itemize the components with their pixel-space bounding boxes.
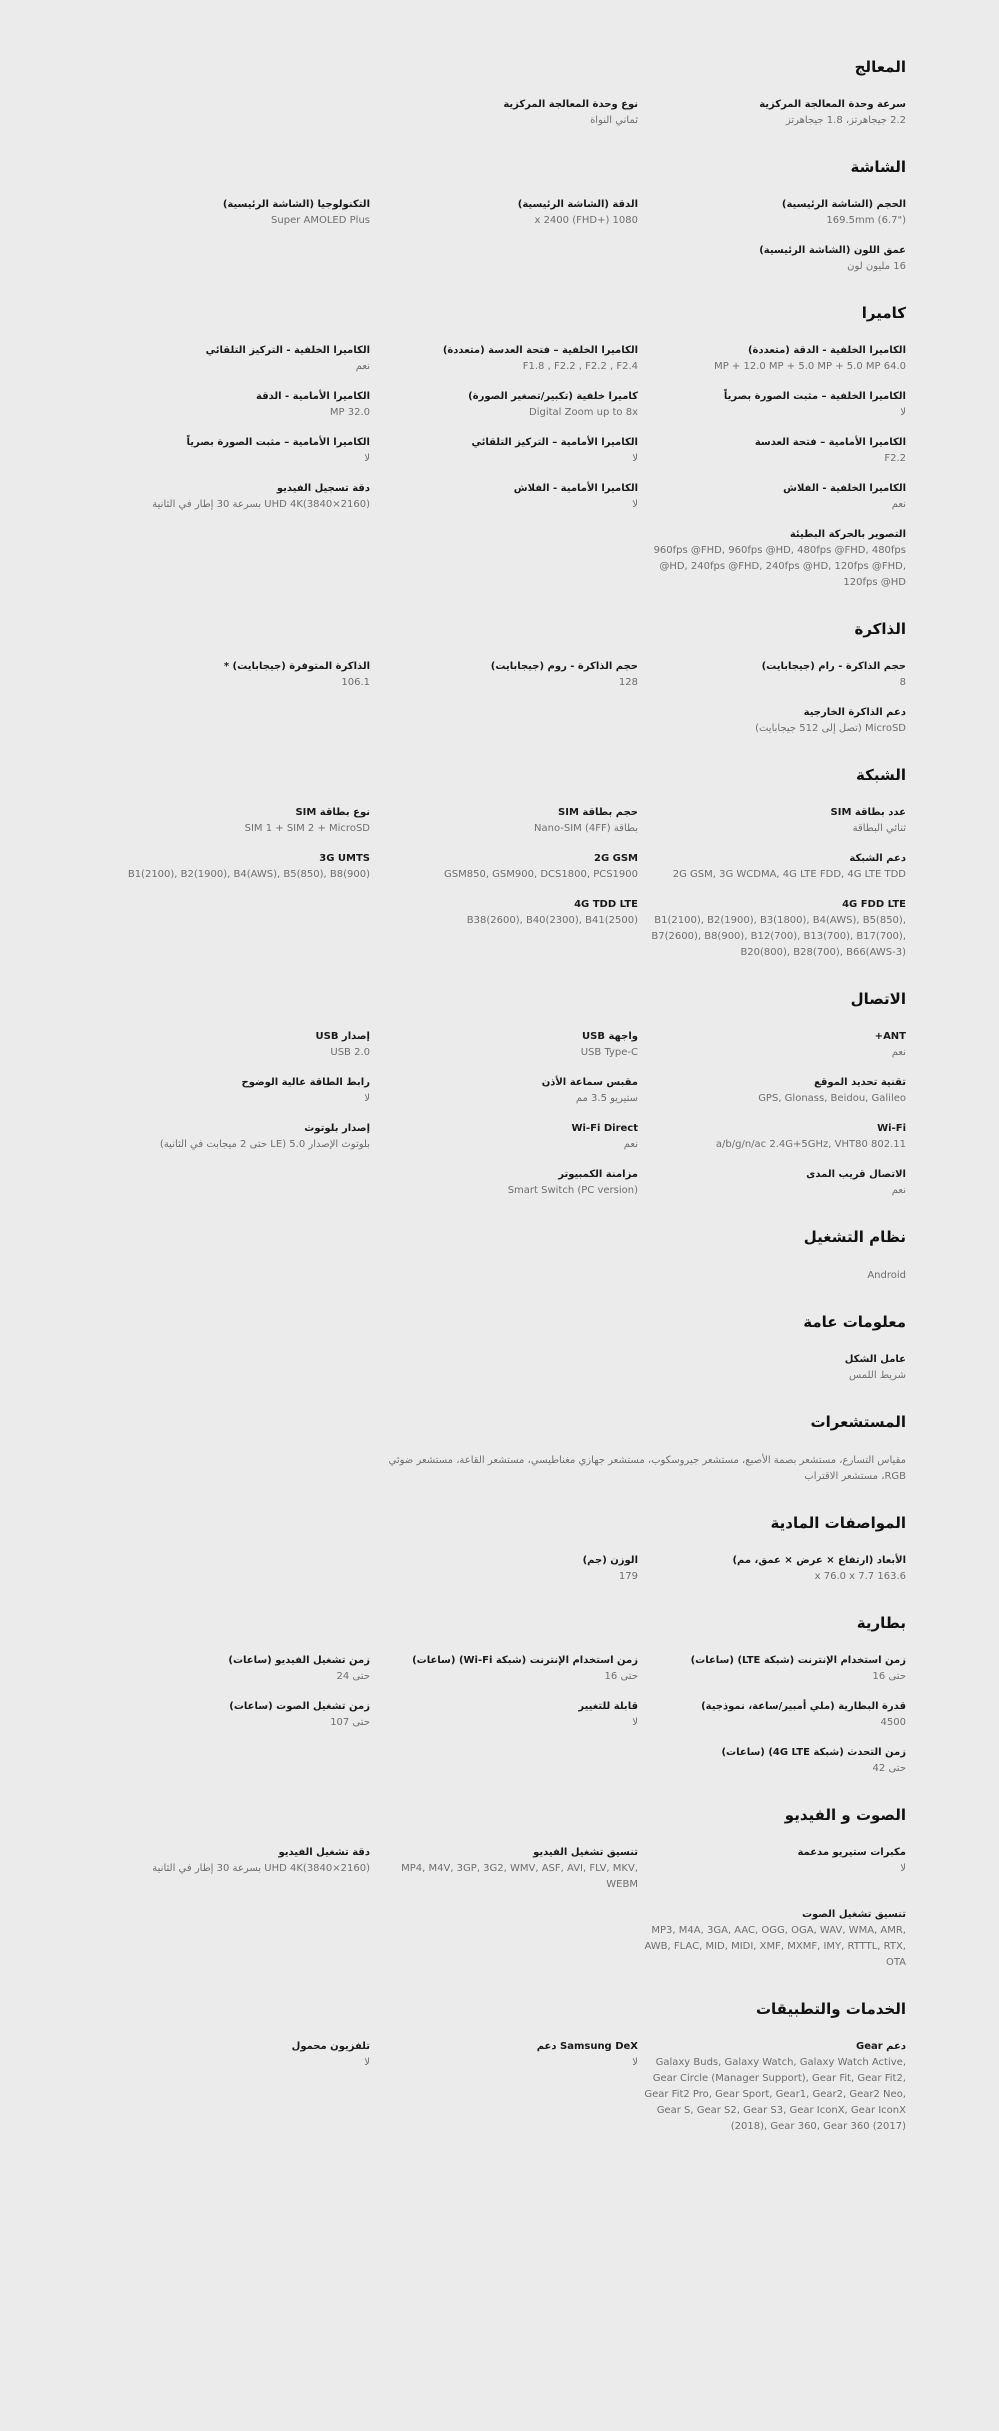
- spec-label: زمن تشغيل الفيديو (ساعات): [228, 1655, 370, 1666]
- spec-item: [370, 851, 638, 883]
- spec-label: الاتصال قريب المدى: [806, 1169, 906, 1180]
- spec-label: التكنولوجيا (الشاشة الرئيسية): [222, 199, 370, 210]
- spec-label: كاميرا خلفية (تكبير/تصغير الصورة): [468, 391, 638, 402]
- spec-item: [102, 851, 370, 883]
- spec-value: لا: [632, 2057, 638, 2068]
- spec-item: [370, 2039, 638, 2135]
- spec-section: [0, 1611, 906, 1777]
- spec-value: B38(2600), B40(2300), B41(2500): [466, 915, 638, 926]
- spec-item: [638, 389, 906, 421]
- spec-value: شريط اللمس: [848, 1370, 906, 1381]
- spec-value: F1.8 , F2.2 , F2.2 , F2.4: [522, 361, 638, 372]
- spec-value: Super AMOLED Plus: [271, 215, 370, 226]
- section-title: كاميرا: [861, 304, 906, 322]
- spec-item: [102, 389, 370, 421]
- spec-value: لا: [364, 1093, 370, 1104]
- spec-grid: [0, 1352, 906, 1384]
- spec-item: [370, 197, 638, 229]
- spec-item: [638, 243, 906, 275]
- spec-item: [638, 659, 906, 691]
- spec-value: 2G GSM, 3G WCDMA, 4G LTE FDD, 4G LTE TDD: [672, 869, 906, 880]
- spec-label: مقبس سماعة الأذن: [541, 1077, 638, 1088]
- spec-item: [102, 197, 370, 229]
- spec-item: [638, 705, 906, 737]
- spec-label: الكاميرا الخلفية - التركيز التلقائي: [205, 345, 370, 356]
- spec-value: 106.1: [341, 677, 370, 688]
- spec-label: نوع وحدة المعالجة المركزية: [503, 99, 638, 110]
- spec-section: [0, 301, 906, 591]
- spec-label: مزامنة الكمبيوتر: [558, 1169, 638, 1180]
- spec-label: Samsung DeX دعم: [536, 2041, 638, 2052]
- spec-label: التصوير بالحركة البطيئة: [789, 529, 906, 540]
- spec-label: الحجم (الشاشة الرئيسية): [781, 199, 906, 210]
- spec-item: [370, 1167, 638, 1199]
- spec-section: [0, 617, 906, 737]
- spec-value: SIM 1 + SIM 2 + MicroSD: [244, 823, 370, 834]
- spec-item: [370, 897, 638, 961]
- spec-value: MicroSD (تصل إلى 512 جيجابايت): [755, 723, 906, 734]
- spec-label: زمن التحدث (شبكة 4G LTE) (ساعات): [721, 1747, 906, 1758]
- spec-label: دعم الذاكرة الخارجية: [803, 707, 906, 718]
- spec-label: الذاكرة المتوفرة (جيجابايت) *: [223, 661, 370, 672]
- spec-section: [0, 1997, 906, 2135]
- spec-grid: [0, 197, 906, 275]
- spec-value: 179: [618, 1571, 638, 1582]
- spec-label: الكاميرا الأمامية – مثبت الصورة بصرياً: [186, 437, 370, 448]
- spec-label: سرعة وحدة المعالجة المركزية: [759, 99, 906, 110]
- spec-section: [0, 1410, 906, 1485]
- spec-value: 128: [618, 677, 638, 688]
- spec-label: 4G FDD LTE: [842, 899, 906, 910]
- spec-label: نوع بطاقة SIM: [295, 807, 370, 818]
- spec-value: 1080 x 2400 (FHD+): [534, 215, 638, 226]
- spec-grid: [0, 1653, 906, 1777]
- spec-label: رابط الطاقة عالية الوضوح: [241, 1077, 370, 1088]
- spec-label: ANT+: [874, 1031, 906, 1042]
- spec-label: تلفزيون محمول: [291, 2041, 370, 2052]
- spec-section: [0, 155, 906, 275]
- spec-label: عامل الشكل: [844, 1354, 906, 1365]
- spec-label: إصدار بلوتوث: [304, 1123, 370, 1134]
- spec-item: [370, 1121, 638, 1153]
- spec-label: دعم الشبكة: [849, 853, 906, 864]
- spec-grid: [0, 1452, 906, 1485]
- spec-item: [638, 1553, 906, 1585]
- spec-label: عدد بطاقة SIM: [830, 807, 906, 818]
- spec-item: [102, 435, 370, 467]
- spec-value: Galaxy Buds, Galaxy Watch, Galaxy Watch Active, Gear Circle (Manager Support), Gear Fit, Gear Fit2, Gear Fit2 Pro, Gear Sport, Gear1, Gear2, Gear2 Neo, Gear S, Gear S2, Gear S3, Gear IconX, Gear IconX (2018), Gear 360, Gear 360 (2017): [644, 2057, 906, 2132]
- section-title: الشاشة: [850, 158, 906, 176]
- spec-value: 32.0 MP: [329, 407, 370, 418]
- spec-label: الأبعاد (ارتفاع × عرض × عمق، مم): [732, 1555, 906, 1566]
- spec-item: [102, 659, 370, 691]
- spec-item: [638, 1075, 906, 1107]
- spec-label: حجم الذاكرة - رام (جيجابايت): [761, 661, 906, 672]
- spec-item: [370, 1699, 638, 1731]
- spec-label: واجهة USB: [582, 1031, 638, 1042]
- spec-item: [638, 1267, 906, 1284]
- spec-value: B1(2100), B2(1900), B3(1800), B4(AWS), B5(850), B7(2600), B8(900), B12(700), B13(700), B17(700), B20(800), B28(700), B66(AWS-3): [651, 915, 906, 958]
- spec-label: مكبرات ستيريو مدعمة: [797, 1847, 906, 1858]
- spec-label: حجم الذاكرة - روم (جيجابايت): [490, 661, 638, 672]
- spec-label: زمن تشغيل الصوت (ساعات): [229, 1701, 370, 1712]
- spec-value: USB 2.0: [330, 1047, 370, 1058]
- spec-value: لا: [364, 453, 370, 464]
- spec-grid: [0, 1553, 906, 1585]
- spec-value: حتى 42: [872, 1763, 906, 1774]
- spec-item: [638, 481, 906, 513]
- spec-item: [102, 1699, 370, 1731]
- spec-item: [370, 1075, 638, 1107]
- spec-value: لا: [900, 1863, 906, 1874]
- section-title: نظام التشغيل: [803, 1228, 906, 1246]
- spec-section: [0, 987, 906, 1199]
- spec-section: [0, 1310, 906, 1384]
- spec-value: لا: [632, 453, 638, 464]
- section-title: الصوت و الفيديو: [784, 1806, 906, 1824]
- spec-item: [102, 2039, 370, 2135]
- spec-label: الكاميرا الأمامية – فتحة العدسة: [754, 437, 906, 448]
- spec-item: [370, 481, 638, 513]
- spec-grid: [0, 97, 906, 129]
- spec-value: UHD 4K(3840×2160) بسرعة 30 إطار في الثانية: [152, 499, 370, 510]
- spec-section: [0, 1511, 906, 1585]
- spec-item: [638, 1845, 906, 1893]
- spec-item: [638, 1907, 906, 1971]
- spec-item: [102, 1845, 370, 1893]
- spec-item: [102, 1029, 370, 1061]
- spec-label: حجم بطاقة SIM: [558, 807, 638, 818]
- spec-value: GPS, Glonass, Beidou, Galileo: [758, 1093, 906, 1104]
- spec-item: [370, 659, 638, 691]
- spec-section: [0, 763, 906, 961]
- spec-value: حتى 24: [336, 1671, 370, 1682]
- spec-value: ثنائي البطاقة: [852, 823, 906, 834]
- spec-item: [370, 805, 638, 837]
- section-title: بطارية: [856, 1614, 906, 1632]
- spec-item: [102, 481, 370, 513]
- spec-value: لا: [900, 407, 906, 418]
- spec-item: [638, 1352, 906, 1384]
- spec-value: GSM850, GSM900, DCS1800, PCS1900: [444, 869, 638, 880]
- spec-label: تنسيق تشغيل الصوت: [801, 1909, 906, 1920]
- spec-value: نعم: [623, 1139, 638, 1150]
- section-title: معلومات عامة: [803, 1313, 906, 1331]
- spec-value: 2.2 جيجاهرتز، 1.8 جيجاهرتز: [785, 115, 906, 126]
- spec-grid: [0, 805, 906, 961]
- spec-grid: [0, 1267, 906, 1284]
- spec-value: USB Type-C: [580, 1047, 638, 1058]
- spec-label: الكاميرا الأمامية - الفلاش: [513, 483, 638, 494]
- section-title: الاتصال: [850, 990, 906, 1008]
- spec-item: [638, 343, 906, 375]
- spec-label: الكاميرا الخلفية - الفلاش: [783, 483, 906, 494]
- spec-value: حتى 16: [872, 1671, 906, 1682]
- spec-value: ثماني النواة: [590, 115, 638, 126]
- spec-item: [102, 1121, 370, 1153]
- spec-value: حتى 16: [604, 1671, 638, 1682]
- spec-item: [638, 1029, 906, 1061]
- spec-label: الكاميرا الخلفية - الدقة (متعددة): [747, 345, 906, 356]
- spec-label: دقة تسجيل الفيديو: [276, 483, 370, 494]
- section-title: الذاكرة: [854, 620, 906, 638]
- spec-label: 2G GSM: [593, 853, 638, 864]
- spec-value: MP4, M4V, 3GP, 3G2, WMV, ASF, AVI, FLV, MKV, WEBM: [401, 1863, 638, 1890]
- spec-item: [370, 343, 638, 375]
- spec-value: لا: [632, 499, 638, 510]
- section-title: الشبكة: [856, 766, 906, 784]
- spec-label: زمن استخدام الإنترنت (شبكة Wi-Fi) (ساعات): [412, 1655, 638, 1666]
- spec-label: الكاميرا الأمامية - الدقة: [256, 391, 370, 402]
- spec-grid: [0, 1845, 906, 1971]
- spec-section: [0, 1225, 906, 1284]
- spec-item: [638, 897, 906, 961]
- section-title: الخدمات والتطبيقات: [755, 2000, 906, 2018]
- spec-item: [370, 435, 638, 467]
- spec-value: لا: [364, 2057, 370, 2068]
- spec-label: عمق اللون (الشاشة الرئيسية): [759, 245, 906, 256]
- spec-label: الوزن (جم): [582, 1555, 638, 1566]
- spec-value: UHD 4K(3840×2160) بسرعة 30 إطار في الثانية: [152, 1863, 370, 1874]
- spec-grid: [0, 1029, 906, 1199]
- spec-label: تنسيق تشغيل الفيديو: [533, 1847, 638, 1858]
- spec-value: F2.2: [884, 453, 906, 464]
- spec-item: [370, 389, 638, 421]
- spec-label: إصدار USB: [315, 1031, 370, 1042]
- spec-value: نعم: [891, 1185, 906, 1196]
- spec-label: تقنية تحديد الموقع: [814, 1077, 906, 1088]
- spec-value: نعم: [891, 499, 906, 510]
- spec-item: [370, 1845, 638, 1893]
- spec-label: الدقة (الشاشة الرئيسية): [517, 199, 638, 210]
- spec-value: حتى 107: [330, 1717, 370, 1728]
- spec-item: [102, 805, 370, 837]
- spec-value: 8: [899, 677, 906, 688]
- spec-value: بلوتوث الإصدار 5.0 (LE حتى 2 ميجابت في الثانية): [159, 1139, 370, 1150]
- spec-label: الكاميرا الأمامية – التركيز التلقائي: [471, 437, 638, 448]
- spec-item: [638, 1653, 906, 1685]
- spec-label: Wi-Fi Direct: [571, 1123, 638, 1134]
- spec-item: [638, 2039, 906, 2135]
- section-title: المواصفات المادية: [770, 1514, 906, 1532]
- spec-item: [638, 197, 906, 229]
- spec-label: 4G TDD LTE: [574, 899, 638, 910]
- spec-value: 960fps @FHD, 960fps @HD, 480fps @FHD, 480fps @HD, 240fps @FHD, 240fps @HD, 120fps @FHD, 120fps @HD: [653, 545, 906, 588]
- spec-item: [638, 851, 906, 883]
- spec-item: [638, 435, 906, 467]
- spec-value: Android: [867, 1270, 906, 1281]
- spec-value: B1(2100), B2(1900), B4(AWS), B5(850), B8(900): [127, 869, 370, 880]
- spec-item: [102, 1075, 370, 1107]
- spec-item: [638, 527, 906, 591]
- spec-label: الكاميرا الخلفية – فتحة العدسة (متعددة): [442, 345, 638, 356]
- spec-label: دعم Gear: [856, 2041, 906, 2052]
- spec-label: Wi-Fi: [877, 1123, 906, 1134]
- spec-item: [638, 1167, 906, 1199]
- section-title: المستشعرات: [810, 1413, 906, 1431]
- spec-section: [0, 55, 906, 129]
- spec-value: MP3, M4A, 3GA, AAC, OGG, OGA, WAV, WMA, AMR, AWB, FLAC, MID, MIDI, XMF, MXMF, IMY, RTTTL, RTX, OTA: [644, 1925, 906, 1968]
- spec-label: قدرة البطارية (ملي أمبير/ساعة، نموذجية): [701, 1701, 906, 1712]
- spec-value: Smart Switch (PC version): [507, 1185, 638, 1196]
- spec-item: [638, 1745, 906, 1777]
- spec-value: 169.5mm (6.7"): [826, 215, 906, 226]
- spec-value: بطاقة Nano-SIM (4FF): [534, 823, 638, 834]
- spec-item: [638, 805, 906, 837]
- spec-label: قابلة للتغيير: [578, 1701, 638, 1712]
- spec-item: [638, 1699, 906, 1731]
- spec-item: [370, 1653, 638, 1685]
- spec-item: [370, 1553, 638, 1585]
- spec-value: لا: [632, 1717, 638, 1728]
- spec-value: 4500: [880, 1717, 906, 1728]
- spec-item: [370, 1452, 906, 1485]
- spec-grid: [0, 343, 906, 591]
- spec-value: نعم: [355, 361, 370, 372]
- section-title: المعالج: [854, 58, 906, 76]
- spec-item: [102, 343, 370, 375]
- spec-label: 3G UMTS: [319, 853, 370, 864]
- spec-value: مقياس التسارع، مستشعر بصمة الأصبع، مستشعر جيروسكوب، مستشعر جهازي مغناطيسي، مستشعر القاعة، مستشعر ضوئي RGB، مستشعر الاقتراب: [388, 1455, 906, 1482]
- spec-value: 163.6 x 76.0 x 7.7: [814, 1571, 906, 1582]
- spec-value: 16 مليون لون: [847, 261, 906, 272]
- spec-value: Digital Zoom up to 8x: [529, 407, 638, 418]
- spec-value: ستيريو 3.5 مم: [575, 1093, 638, 1104]
- spec-item: [370, 1029, 638, 1061]
- spec-item: [638, 97, 906, 129]
- spec-value: 64.0 MP + 12.0 MP + 5.0 MP + 5.0 MP: [714, 361, 906, 372]
- spec-label: دقة تشغيل الفيديو: [278, 1847, 370, 1858]
- spec-value: نعم: [891, 1047, 906, 1058]
- spec-item: [370, 97, 638, 129]
- spec-section: [0, 1803, 906, 1971]
- spec-value: 802.11 a/b/g/n/ac 2.4G+5GHz, VHT80: [715, 1139, 906, 1150]
- spec-item: [638, 1121, 906, 1153]
- spec-label: زمن استخدام الإنترنت (شبكة LTE) (ساعات): [690, 1655, 906, 1666]
- spec-item: [102, 1653, 370, 1685]
- spec-grid: [0, 2039, 906, 2135]
- spec-label: الكاميرا الخلفية – مثبت الصورة بصرياً: [723, 391, 906, 402]
- spec-grid: [0, 659, 906, 737]
